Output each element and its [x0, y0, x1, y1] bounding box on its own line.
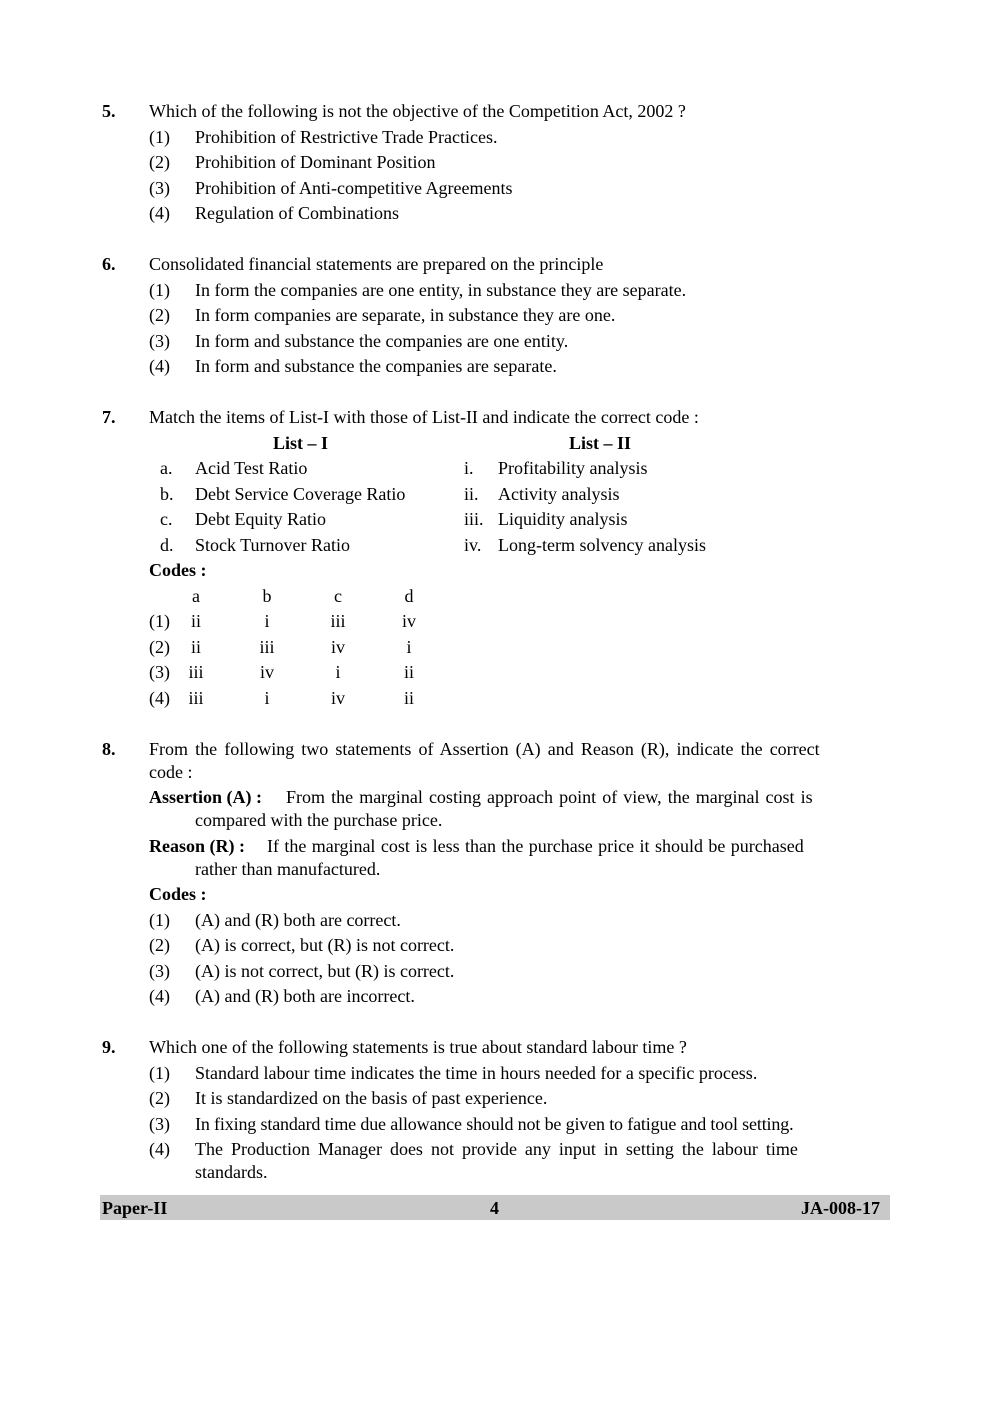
footer-page-number: 4	[490, 1198, 499, 1218]
code-cell: i	[264, 611, 270, 631]
code-header: d	[404, 586, 414, 606]
list-1-key: b.	[160, 484, 174, 504]
option-number: (2)	[149, 305, 170, 325]
code-cell: i	[406, 637, 412, 657]
option-number: (3)	[149, 178, 170, 198]
option-text: In fixing standard time due allowance should not be given to fatigue and tool setting.	[195, 1114, 794, 1134]
code-header: b	[262, 586, 272, 606]
option-number: (2)	[149, 935, 170, 955]
code-cell: ii	[190, 637, 201, 657]
code-option-number: (4)	[149, 688, 170, 708]
list-2-key: iii.	[464, 509, 484, 529]
option-text: In form and substance the companies are separate.	[195, 356, 557, 376]
option-number: (3)	[149, 1114, 170, 1134]
option-text: It is standardized on the basis of past experience.	[195, 1088, 548, 1108]
code-option-number: (3)	[149, 662, 170, 682]
list-2-item: Profitability analysis	[498, 458, 648, 478]
code-cell: iv	[330, 637, 345, 657]
question-number: 9.	[102, 1037, 116, 1057]
code-cell: iii	[330, 611, 346, 631]
option-number: (2)	[149, 1088, 170, 1108]
reason-label: Reason (R) :	[149, 836, 245, 856]
code-cell: i	[335, 662, 341, 682]
option-number: (1)	[149, 1063, 170, 1083]
assertion-text: From the marginal costing approach point of view, the marginal cost is	[286, 787, 813, 807]
list-2-heading: List – II	[569, 433, 632, 453]
option-text: (A) and (R) both are incorrect.	[195, 986, 415, 1006]
option-text: (A) is not correct, but (R) is correct.	[195, 961, 455, 981]
code-cell: iv	[401, 611, 416, 631]
list-2-key: ii.	[464, 484, 479, 504]
question-number: 5.	[102, 101, 116, 121]
option-text: (A) and (R) both are correct.	[195, 910, 401, 930]
option-text-continued: standards.	[195, 1162, 268, 1182]
code-header: c	[334, 586, 342, 606]
option-number: (2)	[149, 152, 170, 172]
list-1-key: d.	[160, 535, 174, 555]
list-1-key: c.	[160, 509, 173, 529]
reason-text-continued: rather than manufactured.	[195, 859, 381, 879]
option-text: The Production Manager does not provide any input in setting the labour time	[195, 1139, 798, 1159]
option-number: (1)	[149, 280, 170, 300]
list-2-item: Activity analysis	[498, 484, 620, 504]
option-number: (4)	[149, 356, 170, 376]
question-text: Consolidated financial statements are prepared on the principle	[149, 254, 604, 274]
codes-label: Codes :	[149, 560, 207, 580]
option-number: (1)	[149, 127, 170, 147]
code-cell: iv	[259, 662, 274, 682]
question-text-continued: code :	[149, 762, 193, 782]
list-1-item: Stock Turnover Ratio	[195, 535, 351, 555]
question-number: 7.	[102, 407, 116, 427]
list-2-item: Liquidity analysis	[498, 509, 628, 529]
list-2-key: iv.	[464, 535, 482, 555]
footer-paper-label: Paper-II	[102, 1198, 168, 1218]
code-header: a	[192, 586, 200, 606]
list-2-item: Long-term solvency analysis	[498, 535, 706, 555]
option-text: Prohibition of Restrictive Trade Practices.	[195, 127, 498, 147]
code-cell: ii	[403, 688, 414, 708]
code-option-number: (1)	[149, 611, 170, 631]
code-cell: ii	[403, 662, 414, 682]
page-footer	[100, 1195, 890, 1220]
option-text: In form and substance the companies are one entity.	[195, 331, 569, 351]
code-cell: iii	[188, 662, 204, 682]
option-text: Regulation of Combinations	[195, 203, 399, 223]
question-number: 6.	[102, 254, 116, 274]
code-cell: i	[264, 688, 270, 708]
option-number: (4)	[149, 1139, 170, 1159]
list-2-key: i.	[464, 458, 474, 478]
option-text: In form companies are separate, in substance they are one.	[195, 305, 616, 325]
option-text: Standard labour time indicates the time in hours needed for a specific process.	[195, 1063, 758, 1083]
option-number: (4)	[149, 203, 170, 223]
question-number: 8.	[102, 739, 116, 759]
question-text: Which of the following is not the objective of the Competition Act, 2002 ?	[149, 101, 686, 121]
footer-exam-code: JA-008-17	[801, 1198, 880, 1218]
list-1-key: a.	[160, 458, 173, 478]
option-text: Prohibition of Dominant Position	[195, 152, 436, 172]
assertion-text-continued: compared with the purchase price.	[195, 810, 443, 830]
option-text: Prohibition of Anti-competitive Agreements	[195, 178, 513, 198]
code-cell: ii	[190, 611, 201, 631]
option-number: (3)	[149, 961, 170, 981]
assertion-label: Assertion (A) :	[149, 787, 262, 807]
question-text: From the following two statements of Assertion (A) and Reason (R), indicate the correct	[149, 739, 820, 759]
question-text: Match the items of List-I with those of List-II and indicate the correct code :	[149, 407, 699, 427]
option-text: In form the companies are one entity, in substance they are separate.	[195, 280, 687, 300]
option-number: (3)	[149, 331, 170, 351]
codes-label: Codes :	[149, 884, 207, 904]
code-cell: iv	[330, 688, 345, 708]
list-1-item: Acid Test Ratio	[195, 458, 308, 478]
code-option-number: (2)	[149, 637, 170, 657]
list-1-item: Debt Service Coverage Ratio	[195, 484, 406, 504]
question-text: Which one of the following statements is true about standard labour time ?	[149, 1037, 687, 1057]
code-cell: iii	[188, 688, 204, 708]
option-text: (A) is correct, but (R) is not correct.	[195, 935, 455, 955]
reason-text: If the marginal cost is less than the purchase price it should be purchased	[267, 836, 804, 856]
option-number: (1)	[149, 910, 170, 930]
list-1-heading: List – I	[273, 433, 329, 453]
code-cell: iii	[259, 637, 275, 657]
option-number: (4)	[149, 986, 170, 1006]
list-1-item: Debt Equity Ratio	[195, 509, 326, 529]
